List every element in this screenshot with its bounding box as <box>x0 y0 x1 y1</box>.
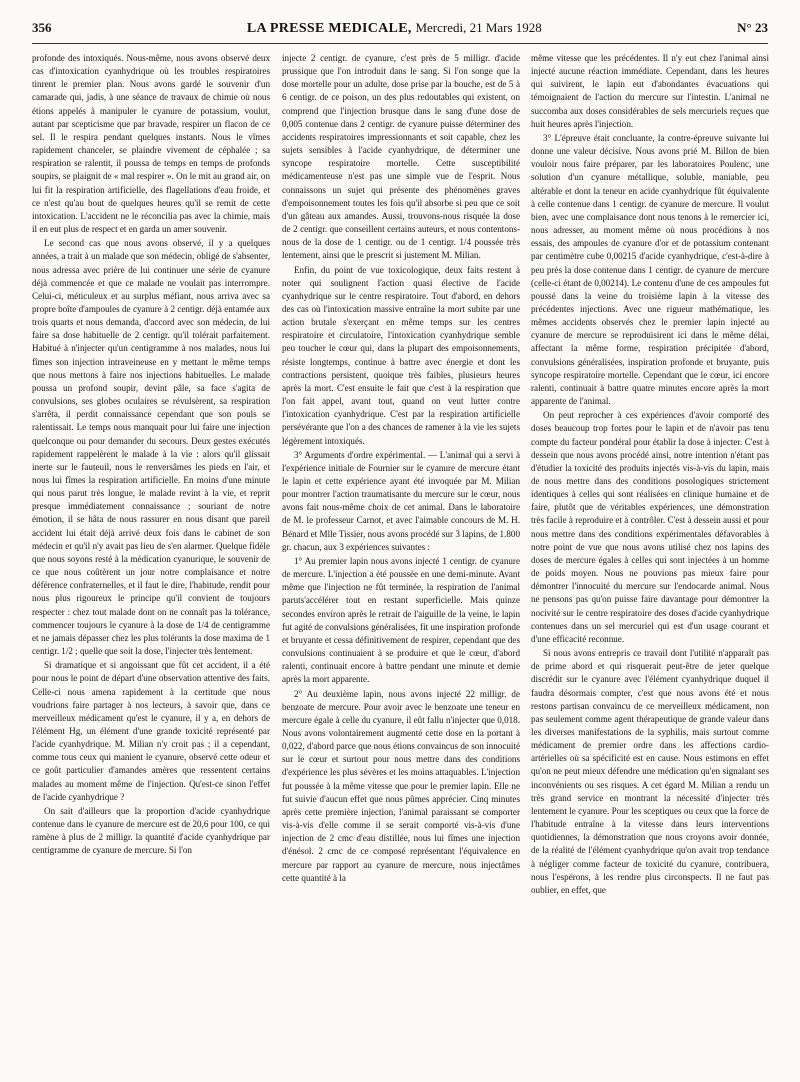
page-number: 356 <box>32 20 52 35</box>
paragraph: Enfin, du point de vue toxicologique, deux faits restent à noter qui soulignent l'action quasi élective de l'acide cyanhydrique sur le centre respiratoire. Tout d'abord, en dehors des cas où l'intoxication massive entraîne la mort subite par une action brutale s'exerçant en même temps sur les centres respiratoire et circulatoire, l'intoxication cyanhydrique semble peu toucher le cœur qui, dans la plupart des empoisonnements, résiste longtemps, continue à battre avec énergie et dont les contractions persistent, quoique très faibles, plusieurs heures après la mort. C'est ensuite le fait que c'est à la respiration que l'on fait appel, avant tout, quand on veut lutter contre l'intoxication cyanhydrique. C'est par la respiration artificielle persévérante que l'on a des chances de ramener à la vie les sujets légèrement intoxiqués. <box>282 264 520 446</box>
page-header <box>32 20 768 44</box>
paragraph: Le second cas que nous avons observé, il y a quelques années, a trait à un malade que son médecin, obligé de s'absenter, nous adressa avec prière de lui continuer une série de cyanure déjà commencée et que ce malade ne voulait pas interrompre. Celui-ci, méticuleux et au surplus méfiant, nous arriva avec sa propre boîte d'ampoules de cyanure à 2 centigr. déjà entamée aux trois quarts et nous demanda, d'accord avec son médecin, de lui faire sa dose habituelle de 2 centigr. qu'il tolérait parfaitement. Habitué à n'injecter qu'un centigramme à nos malades, nous lui fîmes son injection intraveineuse en y mettant le même temps que nous mettons à faire nos injections habituelles. Le malade poussa un profond soupir, devint pâle, sa face s'agita de convulsions, ses globes oculaires se révulsèrent, sa respiration s'arrêta, il perdit connaissance cependant que son pouls se ralentissait. Le temps nous manquait pour lui faire une injection quelconque ou pour demander du secours. Deux gestes exécutés rapidement rappelèrent le malade à la vie : alors qu'il glissait inerte sur le fauteuil, nous le renversâmes les pieds en l'air, et nous lui fîmes la respiration artificielle. En moins d'une minute qui nous parut très longue, le malade revint à la vie, et reprit presque immédiatement connaissance ; souriant de notre émotion, il se hâta de nous rassurer en nous disant que pareil accident lui était déjà arrivé deux fois dans le cabinet de son médecin et qu'il n'y avait pas lieu de s'en alarmer. Quelque fidèle que nous soyons resté à la médication cyanurique, le souvenir de ce que nous coûtèrent un jour notre complaisance et notre déférence confraternelles, et il faut le dire, l'habitude, rendit pour nous plus rigoureux le principe qu'il convient de toujours respecter : chez tout malade dont on ne connaît pas la tolérance, commencer toujours le cyanure à la dose de 1/4 de centigramme et ne jamais dépasser chez les plus tolérants la dose maxima de 1 centigr. 1/2 ; quelle que soit la dose, l'injecter très lentement. <box>32 238 270 657</box>
journal-title <box>247 20 542 37</box>
column-middle <box>282 52 520 1067</box>
paragraph: On sait d'ailleurs que la proportion d'acide cyanhydrique contenue dans le cyanure de mercure est de 20,6 pour 100, ce qui ramène à plus de 2 milligr. la quantité d'acide cyanhydrique par centigramme de cyanure de mercure. Si l'on <box>32 805 270 856</box>
paragraph: Si dramatique et si angoissant que fût cet accident, il a été pour nous le point de départ d'une observation attentive des faits. Celle-ci nous amena rapidement à la certitude que nous voudrions faire partager à nos lecteurs, à savoir que, dans ce merveilleux médicament qu'est le cyanure, il y a, en dehors de l'élément Hg, un élément d'une grande toxicité représenté par l'acide cyanhydrique. M. Milian n'y croit pas ; il a cependant, comme tous ceux qui manient le cyanure, observé cette odeur et ce goût particulier d'amandes amères que ressentent certains malades au moment même de l'injection. Qu'est-ce sinon l'effet de l'acide cyanhydrique ? <box>32 660 270 802</box>
section-paragraph: 3° Arguments d'ordre expérimental. — L'animal qui a servi à l'expérience initiale de Fournier sur le cyanure de mercure étant le lapin et cette expérience ayant été invoquée par M. Milian pour montrer l'action traumatisante du mercure sur le cœur, nous avons fait nous-même choix de cet animal. Dans le laboratoire de M. le professeur Carnot, et avec l'aimable concours de M. H. Bénard et Mlle Tissier, nous avons procédé sur 3 lapins, de 1.800 gr. chacun, aux 3 expériences suivantes : <box>282 449 520 552</box>
column-right <box>531 52 769 1067</box>
paragraph: 2° Au deuxième lapin, nous avons injecté 22 milligr. de benzoate de mercure. Pour avoir avec le benzoate une teneur en mercure égale à celle du cyanure, il eût fallu n'injecter que 0,018. Nous avons volontairement augmenté cette dose en la portant à 0,022, d'abord parce que nous étions convaincus de son innocuité sur le cœur et surtout pour nous mettre dans des conditions d'expérience les plus sévères et les moins attaquables. L'injection fut poussée à la même vitesse que pour le premier lapin. Elle ne fut suivie d'aucun effet que nous pûmes apprécier. Cinq minutes après cette première injection, l'animal paraissant se comporter vis-à-vis d'elle comme il se serait comporté vis-à-vis d'une injection de 2 cmc d'eau distillée, nous lui fîmes une injection d'énésol. 2 cmc de ce composé représentant l'équivalence en mercure par rapport au cyanure de mercure, nous injectâmes cette quantité à la <box>282 688 520 883</box>
paragraph: injecte 2 centigr. de cyanure, c'est près de 5 milligr. d'acide prussique que l'on introduit dans le sang. Si l'on songe que la dose mortelle pour un adulte, dose prise par la bouche, est de 5 à 6 centigr. de ce poison, un des plus redoutables qui existent, on comprend que l'injection brusque dans le sang d'une dose de 0,005 contenue dans 2 centigr. de cyanure puisse déterminer des accidents respiratoires impressionnants et soit capable, chez les sujets sensibles à l'acide cyanhydrique, de déterminer une syncope respiratoire mortelle. Cette susceptibilité médicamenteuse n'est pas une simple vue de l'esprit. Nous connaissons un sujet qui présente des phénomènes graves d'empoisonnement toutes les fois qu'il absorbe si peu que ce soit d'un gâteau aux amandes. Aussi, trouvons-nous risquée la dose de 2 centigr. que conseillent certains auteurs, et nous contentons-nous de la dose de 1 centigr. ou de 1 centigr. 1/4 poussée très lentement, ainsi que le prescrit si justement M. Milian. <box>282 53 520 261</box>
issue-number: N° 23 <box>737 20 768 35</box>
paragraph: On peut reprocher à ces expériences d'avoir comporté des doses beaucoup trop fortes pour le lapin et de n'avoir pas tenu compte du facteur pondéral pour établir la dose à injecter. C'est à dessein que nous avons procédé ainsi, notre intention n'étant pas d'étudier la toxicité des produits injectés vis-à-vis du lapin, mais de nous mettre dans des conditions posologiques strictement identiques à celles qui sont réalisées en clinique humaine et de faire, plutôt que de véritables expériences, une démonstration très facile à reproduire et à contrôler. C'est à dessein aussi et pour nous mettre dans des conditions expérimentales défavorables à notre point de vue que nous avons utilisé chez nos lapins des doses de mercure égales à celles qui sont injectées à un homme de poids moyen. Nous ne pouvions pas mieux faire pour démontrer l'innocuité du mercure sur l'endocarde animal. Nous ne pensons pas qu'on puisse faire davantage pour démontrer la nocivité sur le centre respiratoire des doses d'acide cyanhydrique contenues dans un sel mercuriel qui est d'un usage courant et d'une efficacité reconnue. <box>531 410 769 644</box>
issue-date: Mercredi, 21 Mars 1928 <box>415 20 542 35</box>
paragraph: 1° Au premier lapin nous avons injecté 1 centigr. de cyanure de mercure. L'injection a été poussée en une demi-minute. Avant même que l'injection ne fût terminée, la respiration de l'animal paruts'accélérer tout en restant superficielle. Mais quinze secondes environ après le retrait de l'aiguille de la veine, le lapin fut agité de convulsions généralisées, fit une inspiration profonde et bruyante et cessa définitivement de respirer, cependant que des convulsions continuaient à se produire et que le cœur, d'abord ralenti, continuait encore à battre pendant une minute et demie après la mort apparente. <box>282 555 520 685</box>
column-left <box>32 52 270 1067</box>
journal-name: LA PRESSE MEDICALE, <box>246 21 412 36</box>
paragraph: Si nous avons entrepris ce travail dont l'utilité n'apparaît pas de prime abord et qui risquerait peut-être de jeter quelque discrédit sur le cyanure avec l'élément cyanhydrique duquel il faudra désormais compter, c'est que nous avons été et nous restons partisan convaincu de ce merveilleux médicament, non pas seulement comme agent thérapeutique de grande valeur dans les diverses manifestations de la syphilis, mais surtout comme médicament de premier ordre dans les affections cardio-artérielles où sa spécificité est en cause. Nous estimons en effet qu'on ne peut mieux défendre une médication qu'en signalant ses inconvénients ou ses risques. A cet égard M. Milian a rendu un très grand service en montrant la nécessité d'injecter très lentement le cyanure. Pour les sceptiques ou ceux que la force de l'habitude entraîne à la vitesse dans leurs interventions quotidiennes, la démonstration que nous croyons avoir donnée, de la réalité de l'élément cyanhydrique qu'on avait trop tendance à négliger comme facteur de toxicité du cyanure, contribuera, nous l'espérons, à les rendre plus circonspects. Il ne faut pas oublier, en effet, que <box>531 648 769 895</box>
paragraph: même vitesse que les précédentes. Il n'y eut chez l'animal ainsi injecté aucune réaction immédiate. Cependant, dans les heures qui suivirent, le lapin eut d'abondantes évacuations qui témoignaient de l'action du mercure sur l'intestin. L'animal ne succomba aux doses considérables de sels mercuriels reçues que huit heures après l'injection. <box>531 53 769 129</box>
paragraph: profonde des intoxiqués. Nous-même, nous avons observé deux cas d'intoxication cyanhydrique où les troubles respiratoires tinrent le premier plan. Nous avons gardé le souvenir d'un camarade qui, jadis, à une séance de travaux de chimie où nous étions appelés à manipuler le cyanure de potassium, voulut, autant par scepticisme que par bravade, respirer un flacon de ce sel. Il le respira pendant quelques instants. Nous le vîmes rapidement chanceler, se plaindre vivement de céphalée ; sa respiration se ralentit, il poussa de temps en temps de profonds soupirs, se plaignit de « mal respirer ». On le mit au grand air, on lui fit la respiration artificielle, des flagellations d'eau froide, et ce n'est qu'au bout de quelques heures qu'il se remit de cette intoxication. L'accident ne le réconcilia pas avec la chimie, mais il en eut plus de respect et en garda un amer souvenir. <box>32 53 270 235</box>
paragraph: 3° L'épreuve était concluante, la contre-épreuve suivante lui donne une valeur décisive. Nous avons prié M. Billon de bien vouloir nous faire préparer, par les laboratoires Poulenc, une solution d'un cyanure métallique, soluble, maniable, peu altérable et dont la teneur en acide cyanhydrique fût équivalente à celle contenue dans 1 centigr. de cyanure de mercure. Il voulut bien, avec une complaisance dont nous tenons à le remercier ici, nous adresser, au moment même où nous procédions à nos essais, des ampoules de cyanure d'or et de potassium contenant par centimètre cube 0,00215 d'acide cyanhydrique, c'est-à-dire à peu près la dose contenue dans 1 centigr. de cyanure de mercure (celle-ci étant de 0,00214). Le contenu d'une de ces ampoules fut poussé dans la veine du troisième lapin à la vitesse des précédentes injections. Avec une rigueur mathématique, les mêmes accidents observés chez le premier lapin injecté au cyanure de mercure se reproduisirent ici dans le même délai, affectant la même forme, respiration précipitée d'abord, convulsions généralisées, inspiration profonde et bruyante, puis syncope respiratoire mortelle. Cependant que le cœur, ici encore ralenti, continuait à battre quatre minutes encore après la mort apparente de l'animal. <box>531 132 769 407</box>
